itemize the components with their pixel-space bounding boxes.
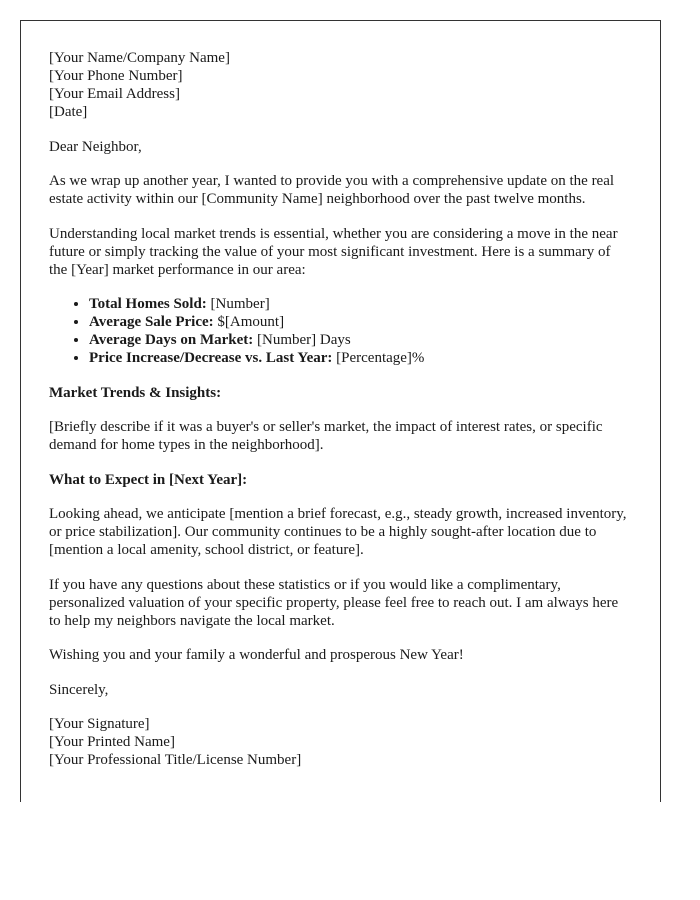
stats-list <box>49 295 631 367</box>
offer-paragraph: If you have any questions about these statistics or if you would like a complimentary, personalized valuation of your specific property, please feel free to reach out. I am always here to help my neighbors navigate the local market. <box>49 576 619 629</box>
stat-value: $[Amount] <box>213 314 285 330</box>
expect-heading: What to Expect in [Next Year]: <box>49 471 248 488</box>
trends-intro-paragraph: Understanding local market trends is essential, whether you are considering a move in the near future or simply tracking the value of your most significant investment. Here is a summary of the [Year] market performance in our area: <box>49 225 618 278</box>
stat-value: [Percentage]% <box>332 350 425 366</box>
printed-name: [Your Printed Name] <box>49 734 175 750</box>
stat-item <box>89 313 631 331</box>
intro-paragraph: As we wrap up another year, I wanted to provide you with a comprehensive update on the real estate activity within our [Community Name] neighborhood over the past twelve months. <box>49 173 615 207</box>
signature: [Your Signature] <box>49 716 150 732</box>
wishes-paragraph: Wishing you and your family a wonderful and prosperous New Year! <box>49 647 464 663</box>
salutation: Dear Neighbor, <box>49 138 142 155</box>
letter-page <box>20 20 661 802</box>
sender-block <box>49 49 631 121</box>
professional-title: [Your Professional Title/License Number] <box>49 752 302 768</box>
closing: Sincerely, <box>49 681 109 698</box>
stat-label: Price Increase/Decrease vs. Last Year: <box>89 350 333 366</box>
stat-value: [Number] Days <box>253 332 351 348</box>
sender-phone: [Your Phone Number] <box>49 68 183 84</box>
sender-name: [Your Name/Company Name] <box>49 50 230 66</box>
stat-label: Average Days on Market: <box>89 332 254 348</box>
stat-label: Average Sale Price: <box>89 314 214 330</box>
insights-heading: Market Trends & Insights: <box>49 384 222 401</box>
stat-value: [Number] <box>206 296 270 312</box>
stat-label: Total Homes Sold: <box>89 296 207 312</box>
insights-paragraph: [Briefly describe if it was a buyer's or seller's market, the impact of interest rates, or specific demand for home types in the neighborhood]. <box>49 419 603 453</box>
stat-item <box>89 331 631 349</box>
expect-paragraph: Looking ahead, we anticipate [mention a brief forecast, e.g., steady growth, increased inventory, or price stabilization]. Our community continues to be a highly sought-after location due to [mention a local amenity, school district, or feature]. <box>49 506 627 558</box>
stat-item <box>89 349 631 367</box>
letter-date: [Date] <box>49 104 88 120</box>
signature-block <box>49 715 631 769</box>
stat-item <box>89 295 631 313</box>
sender-email: [Your Email Address] <box>49 86 180 102</box>
